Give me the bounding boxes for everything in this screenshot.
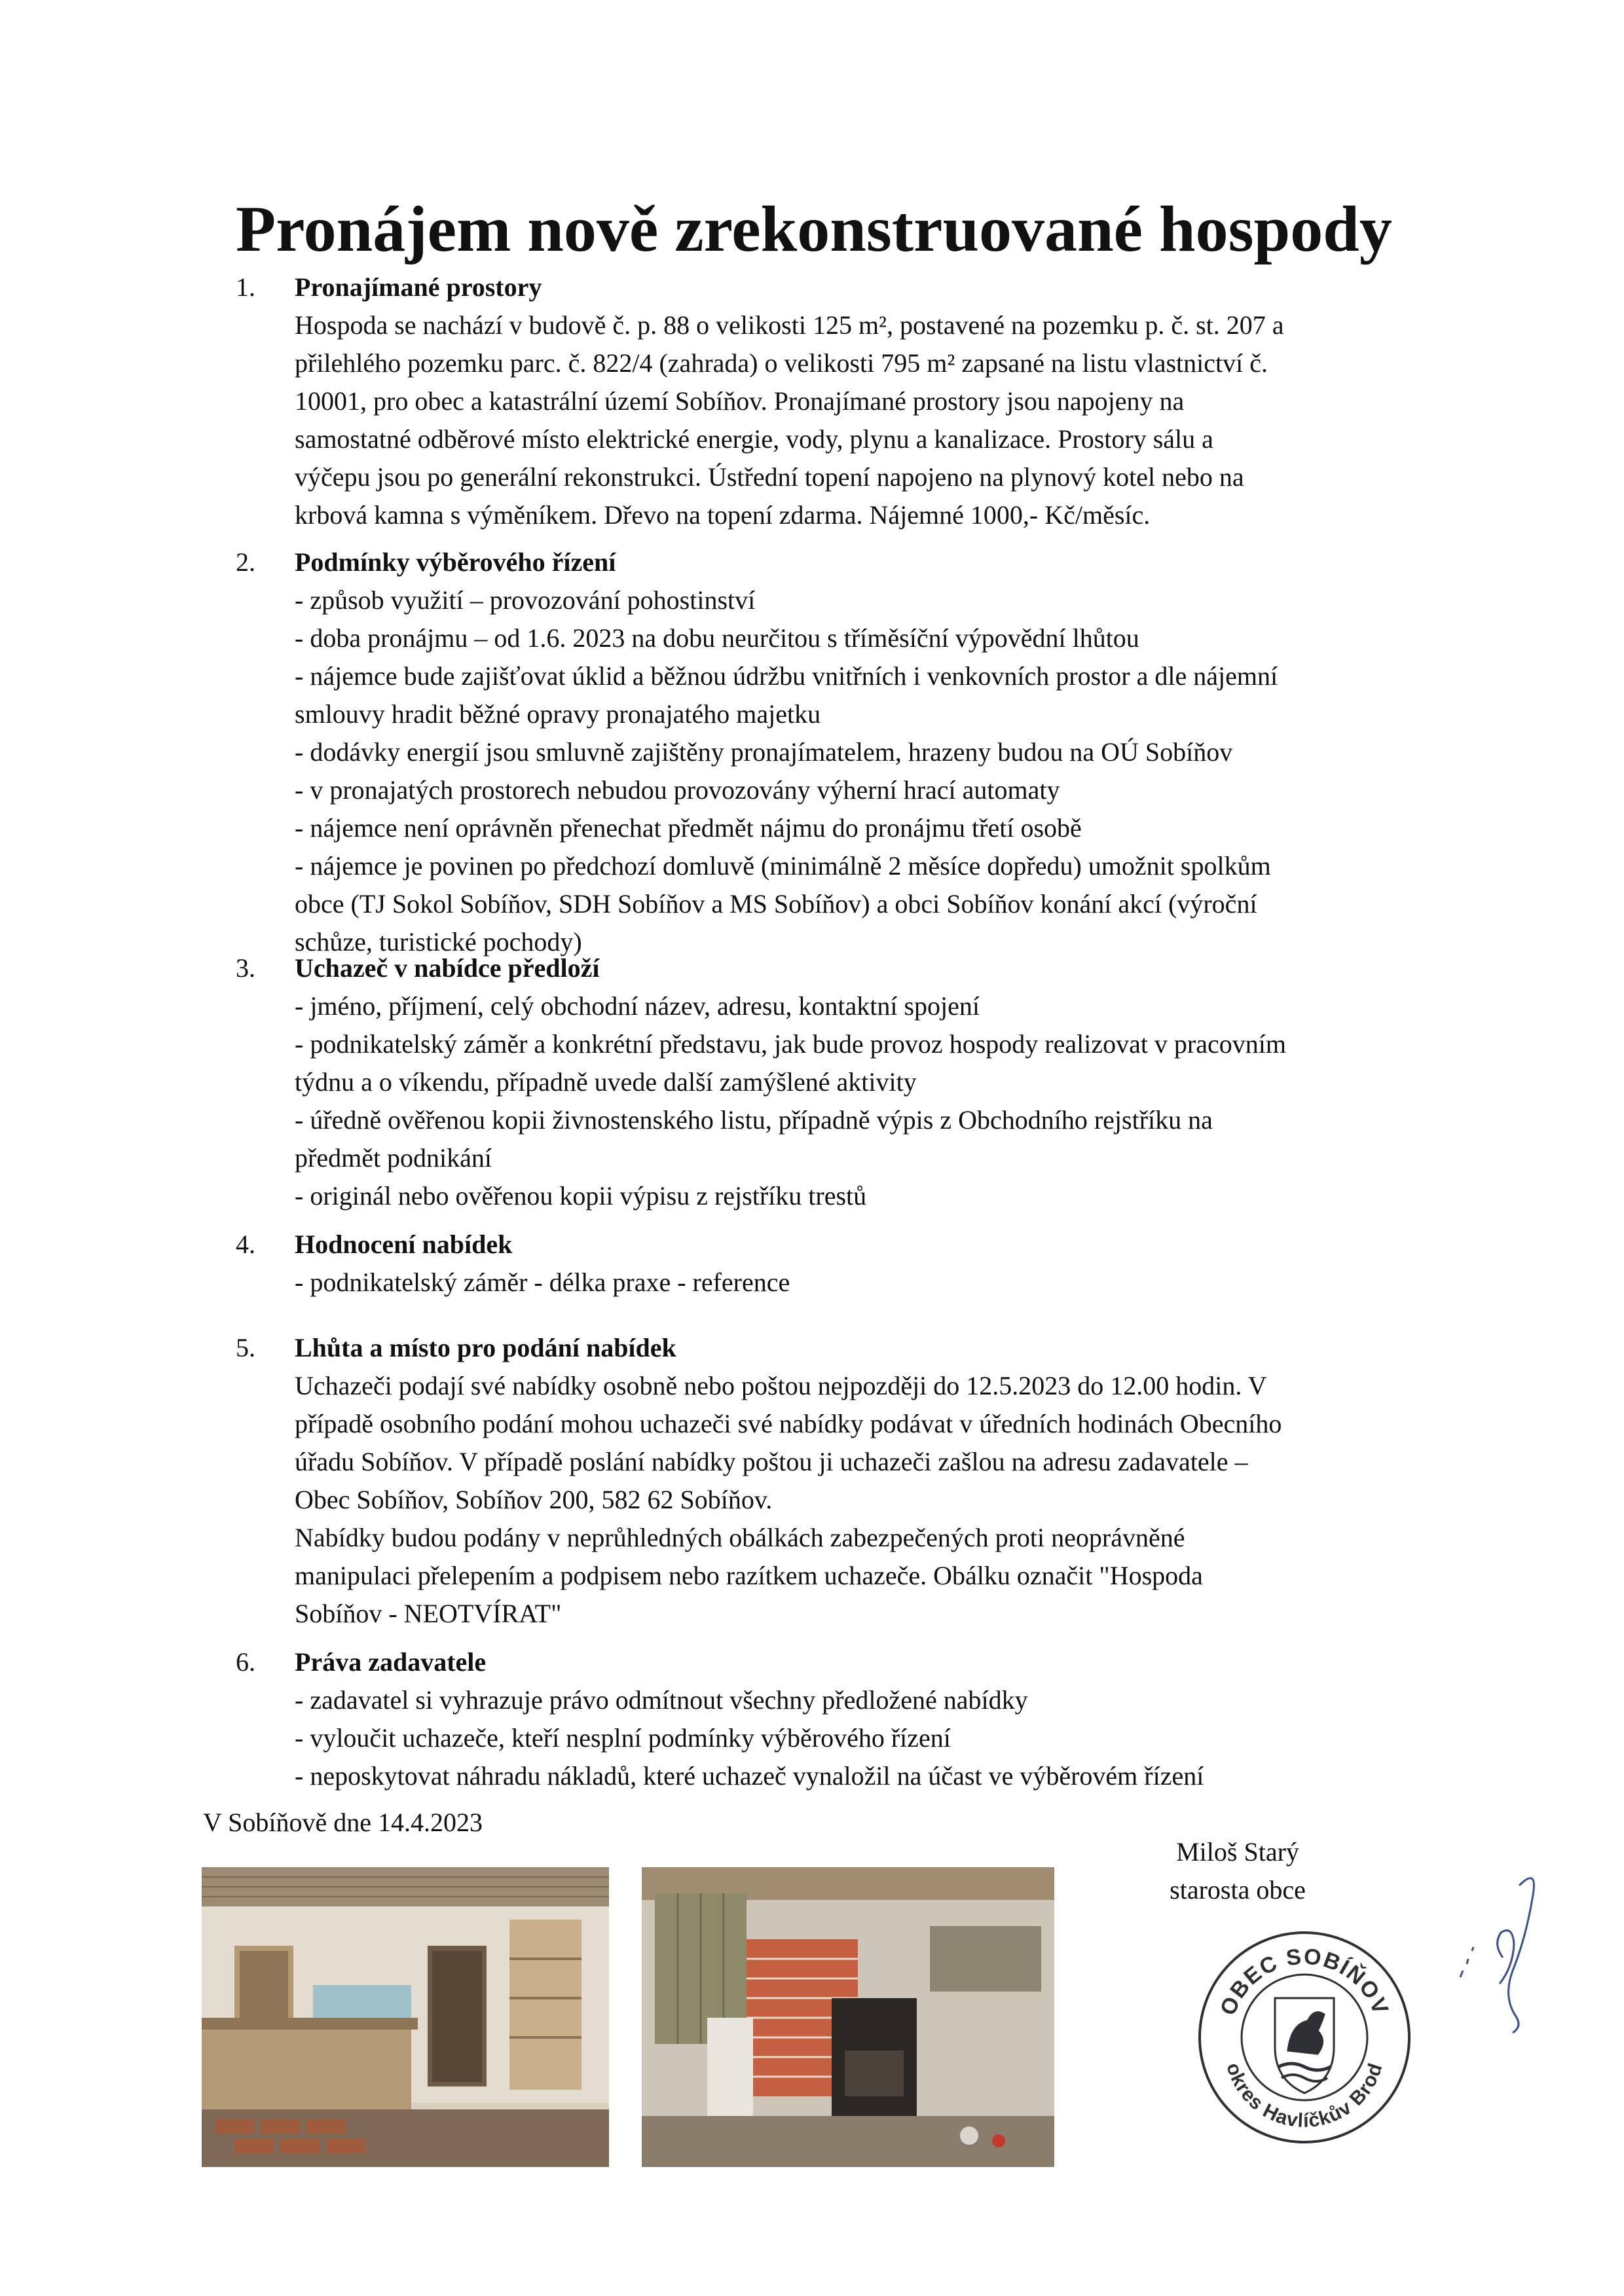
signer-name: Miloš Starý [1176,1837,1299,1867]
section-line: - podnikatelský záměr - délka praxe - reference [295,1267,790,1297]
section-line: výčepu jsou po generální rekonstrukci. Ústřední topení napojeno na plynový kotel nebo na [295,462,1244,492]
section-line: - způsob využití – provozování pohostinství [295,585,756,615]
section-heading: Podmínky výběrového řízení [295,547,616,577]
section-line: - zadavatel si vyhrazuje právo odmítnout všechny předložené nabídky [295,1685,1028,1715]
section-rented-premises [236,268,1441,534]
stamp-top-text: OBEC SOBÍŇOV [1215,1944,1393,2019]
section-line: - úředně ověřenou kopii živnostenského listu, případně výpis z Obchodního rejstříku na [295,1105,1213,1135]
rooster-emblem-icon [1275,1998,1334,2093]
section-line: smlouvy hradit běžné opravy pronajatého majetku [295,699,821,729]
handwritten-signature [1441,1859,1572,2056]
section-line: obce (TJ Sokol Sobíňov, SDH Sobíňov a MS Sobíňov) a obci Sobíňov konání akcí (výroční [295,889,1257,919]
section-heading: Pronajímané prostory [295,272,542,302]
section-number: 3. [236,953,255,983]
section-line: Sobíňov - NEOTVÍRAT" [295,1599,562,1628]
section-tender-conditions [236,543,1441,961]
section-line: samostatné odběrové místo elektrické energie, vody, plynu a kanalizace. Prostory sálu a [295,424,1213,454]
section-number: 6. [236,1647,255,1677]
section-line: 10001, pro obec a katastrální území Sobíňov. Pronajímané prostory jsou napojeny na [295,386,1185,416]
section-line: přilehlého pozemku parc. č. 822/4 (zahrada) o velikosti 795 m² zapsané na listu vlastnictví č. [295,348,1268,378]
section-line: - nájemce není oprávněn přenechat předmět nájmu do pronájmu třetí osobě [295,813,1082,843]
section-heading: Lhůta a místo pro podání nabídek [295,1333,676,1362]
section-number: 2. [236,547,255,577]
svg-text:okres Havlíčkův Brod [1222,2060,1387,2132]
section-number: 1. [236,272,255,302]
section-line: - doba pronájmu – od 1.6. 2023 na dobu neurčitou s tříměsíční výpovědní lhůtou [295,623,1139,653]
section-line: - podnikatelský záměr a konkrétní představu, jak bude provoz hospody realizovat v pracovním [295,1029,1286,1059]
municipal-stamp [1193,1926,1416,2149]
section-line: - nájemce bude zajišťovat úklid a běžnou údržbu vnitřních i venkovních prostor a dle nájemní [295,661,1278,691]
section-line: případě osobního podání mohou uchazeči své nabídky podávat v úředních hodinách Obecního [295,1409,1282,1438]
section-heading: Uchazeč v nabídce předloží [295,953,600,983]
section-line: schůze, turistické pochody) [295,927,582,957]
section-line: - v pronajatých prostorech nebudou provozovány výherní hrací automaty [295,775,1060,805]
section-line: manipulaci přelepením a podpisem nebo razítkem uchazeče. Obálku označit "Hospoda [295,1561,1203,1590]
section-heading: Práva zadavatele [295,1647,487,1677]
section-bid-contents [236,949,1441,1215]
section-number: 4. [236,1230,255,1259]
section-line: Nabídky budou podány v neprůhledných obálkách zabezpečených proti neoprávněné [295,1523,1185,1552]
section-line: Obec Sobíňov, Sobíňov 200, 582 62 Sobíňov. [295,1485,773,1514]
section-line: krbová kamna s výměníkem. Dřevo na topení zdarma. Nájemné 1000,- Kč/měsíc. [295,500,1151,530]
section-line: Hospoda se nachází v budově č. p. 88 o velikosti 125 m², postavené na pozemku p. č. st. 207 a [295,310,1284,340]
photo-bar-interior [202,1867,609,2167]
date-line: V Sobíňově dne 14.4.2023 [203,1808,483,1837]
signer-block [1139,1833,1336,1909]
section-line: - jméno, příjmení, celý obchodní název, adresu, kontaktní spojení [295,991,980,1021]
svg-text:OBEC SOBÍŇOV [1215,1944,1393,2018]
section-line: - originál nebo ověřenou kopii výpisu z rejstříku trestů [295,1181,867,1211]
photo-stove-renovation [642,1867,1054,2167]
section-line: úřadu Sobíňov. V případě poslání nabídky poštou ji uchazeči zašlou na adresu zadavatele – [295,1447,1248,1476]
signer-role: starosta obce [1170,1875,1306,1904]
document-title: Pronájem nově zrekonstruované hospody [236,192,1392,265]
section-line: - nájemce je povinen po předchozí domluvě (minimálně 2 měsíce dopředu) umožnit spolkům [295,851,1271,881]
section-number: 5. [236,1333,255,1362]
section-line: - dodávky energií jsou smluvně zajištěny pronajímatelem, hrazeny budou na OÚ Sobíňov [295,737,1233,767]
section-submission-deadline [236,1329,1441,1633]
stamp-bottom-text: okres Havlíčkův Brod [1222,2060,1387,2132]
section-bid-evaluation [236,1226,1441,1302]
section-line: - neposkytovat náhradu nákladů, které uchazeč vynaložil na účast ve výběrovém řízení [295,1761,1204,1791]
section-contracting-rights [236,1643,1441,1795]
section-line: - vyloučit uchazeče, kteří nesplní podmínky výběrového řízení [295,1723,951,1753]
section-line: týdnu a o víkendu, případně uvede další zamýšlené aktivity [295,1067,917,1097]
section-line: předmět podnikání [295,1143,492,1173]
section-heading: Hodnocení nabídek [295,1230,513,1259]
section-line: Uchazeči podají své nabídky osobně nebo poštou nejpozději do 12.5.2023 do 12.00 hodin. V [295,1371,1267,1400]
